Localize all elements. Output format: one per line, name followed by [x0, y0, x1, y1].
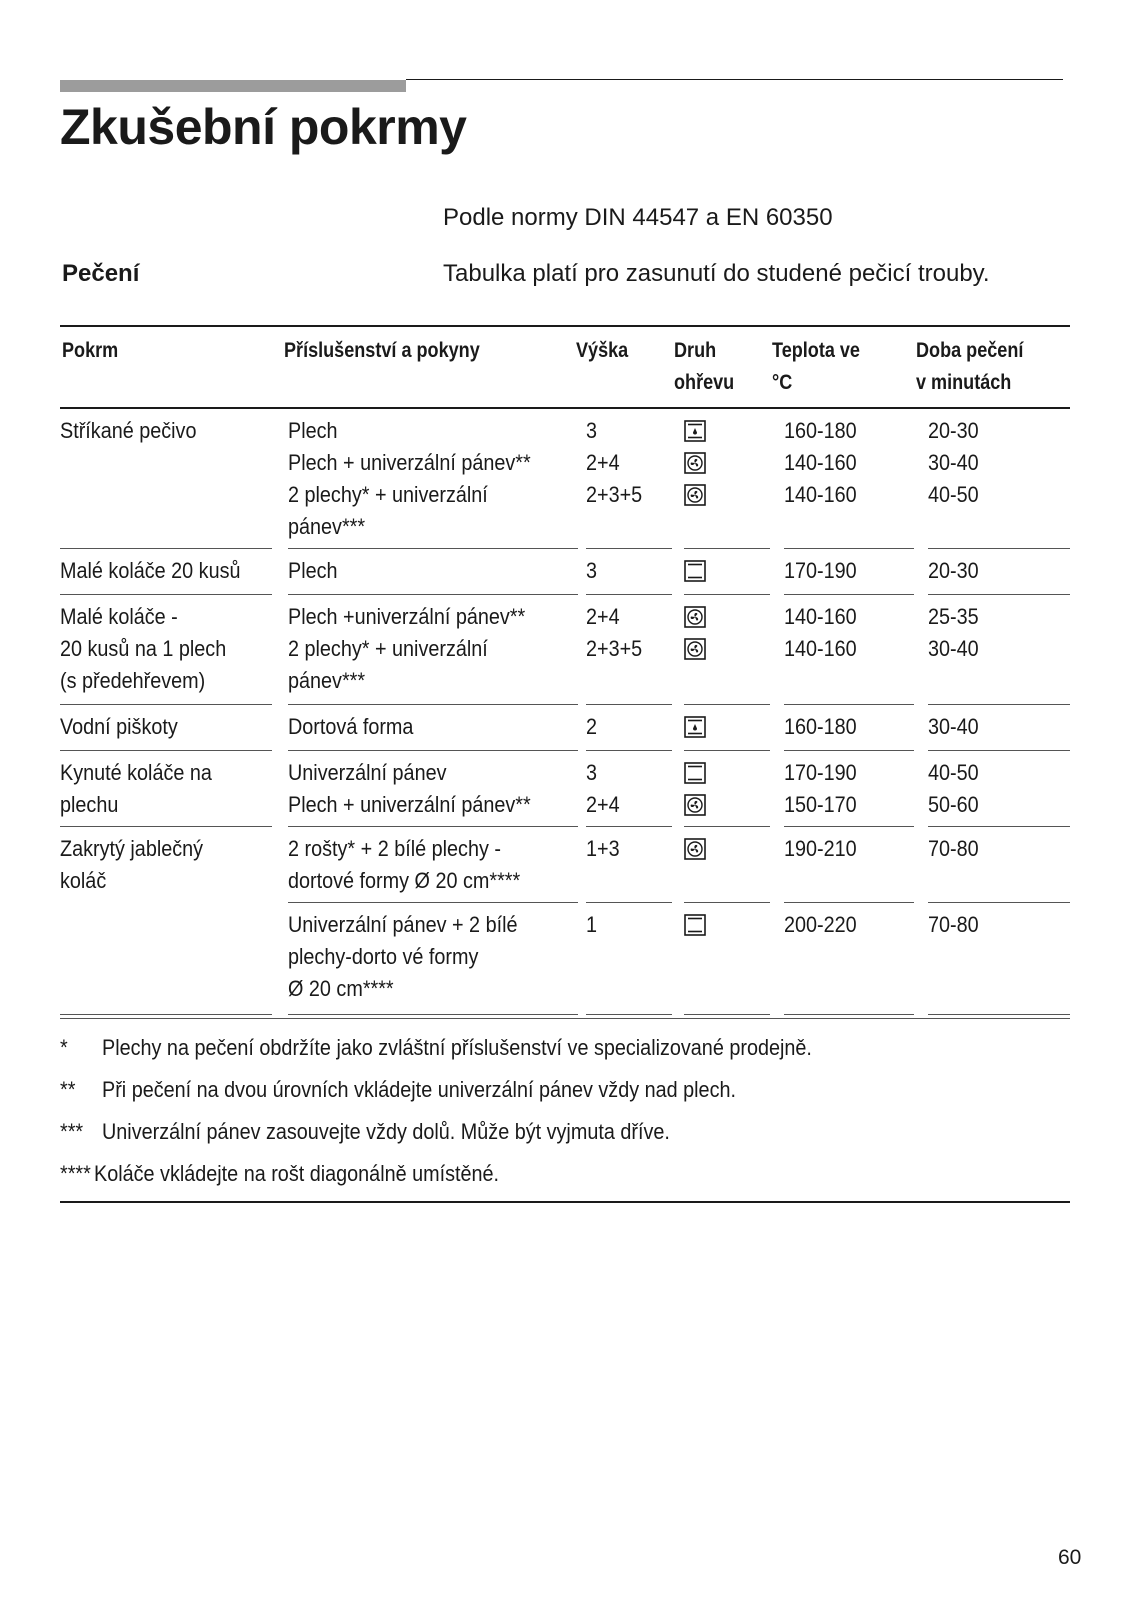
- accessory-text: Univerzální pánev + 2 bílé: [288, 912, 518, 937]
- heating-type-cell: [684, 751, 770, 827]
- baking-time-text: 20-30: [928, 418, 979, 443]
- heating-type-cell: [684, 705, 770, 751]
- footnote: [60, 1027, 1070, 1069]
- temperature-text: 170-190: [784, 558, 857, 583]
- temperature-text: 140-160: [784, 450, 857, 475]
- validity-note: Tabulka platí pro zasunutí do studené pečicí trouby.: [443, 260, 990, 287]
- heating-type-cell: [684, 549, 770, 595]
- baking-time-cell: [928, 595, 1070, 705]
- temperature-cell: [784, 549, 914, 595]
- footnote: [60, 1153, 1070, 1195]
- dish-name-text: Stříkané pečivo: [60, 418, 197, 443]
- temperature-text: 170-190: [784, 760, 857, 785]
- baking-time-text: 70-80: [928, 912, 979, 937]
- temperature-text: 160-180: [784, 418, 857, 443]
- section-heading: Pečení: [62, 260, 140, 287]
- accessory-text: Dortová forma: [288, 714, 414, 739]
- baking-time-text: 30-40: [928, 636, 979, 661]
- footnote-mark: ****: [60, 1161, 91, 1186]
- shelf-height-cell: [586, 827, 672, 903]
- norm-reference: Podle normy DIN 44547 a EN 60350: [443, 204, 833, 231]
- baking-time-cell: [928, 751, 1070, 827]
- shelf-height-cell: [586, 409, 672, 549]
- shelf-height-text: 1+3: [586, 836, 620, 861]
- accessory-text: Plech: [288, 558, 338, 583]
- accessory-text: pánev***: [288, 514, 366, 539]
- temperature-cell: [784, 705, 914, 751]
- temperature-text: 140-160: [784, 636, 857, 661]
- dish-name-text: plechu: [60, 792, 119, 817]
- header-rule: [406, 79, 1063, 80]
- header-doba: Doba pečení v minutách: [916, 339, 1024, 394]
- dish-name-cell: [60, 827, 272, 903]
- accessory-text: Ø 20 cm****: [288, 976, 394, 1001]
- dish-name-cell: [60, 903, 272, 1015]
- dish-name-text: koláč: [60, 868, 107, 893]
- shelf-height-cell: [586, 705, 672, 751]
- top-bottom-heat-icon: [684, 716, 706, 738]
- accessory-cell: [288, 409, 578, 549]
- shelf-height-text: 2+4: [586, 792, 620, 817]
- page-title: Zkušební pokrmy: [60, 99, 467, 155]
- shelf-height-text: 1: [586, 912, 598, 937]
- footnote-text: Plechy na pečení obdržíte jako zvláštní příslušenství ve specializované prodejně.: [102, 1035, 812, 1060]
- table-row: [60, 705, 1070, 751]
- shelf-height-cell: [586, 549, 672, 595]
- shelf-height-cell: [586, 903, 672, 1015]
- shelf-height-cell: [586, 751, 672, 827]
- header-vyska: Výška: [576, 339, 629, 362]
- hot-air-icon: [684, 606, 706, 628]
- shelf-height-text: 3: [586, 760, 598, 785]
- heating-type-cell: [684, 409, 770, 549]
- temperature-cell: [784, 751, 914, 827]
- table-row: [60, 409, 1070, 549]
- temperature-text: 140-160: [784, 604, 857, 629]
- baking-time-cell: [928, 409, 1070, 549]
- hot-air-icon: [684, 794, 706, 816]
- shelf-height-text: 3: [586, 418, 598, 443]
- footnote-text: Koláče vkládejte na rošt diagonálně umístěné.: [94, 1161, 500, 1186]
- baking-time-text: 30-40: [928, 450, 979, 475]
- baking-time-text: 25-35: [928, 604, 979, 629]
- conventional-heat-icon: [684, 762, 706, 784]
- temperature-text: 190-210: [784, 836, 857, 861]
- conventional-heat-icon: [684, 914, 706, 936]
- baking-time-text: 40-50: [928, 760, 979, 785]
- baking-time-cell: [928, 903, 1070, 1015]
- accessory-text: plechy-dorto vé formy: [288, 944, 479, 969]
- temperature-cell: [784, 903, 914, 1015]
- baking-time-text: 40-50: [928, 482, 979, 507]
- table-row: [60, 549, 1070, 595]
- table-header: [60, 325, 1070, 409]
- footnote-text: Univerzální pánev zasouvejte vždy dolů. Může být vyjmuta dříve.: [102, 1119, 670, 1144]
- baking-time-cell: [928, 705, 1070, 751]
- temperature-cell: [784, 595, 914, 705]
- temperature-cell: [784, 409, 914, 549]
- shelf-height-text: 2+3+5: [586, 482, 643, 507]
- footnotes: [60, 1018, 1070, 1203]
- accessory-text: Plech: [288, 418, 338, 443]
- dish-name-cell: [60, 549, 272, 595]
- dish-name-text: Kynuté koláče na: [60, 760, 212, 785]
- accessory-text: 2 plechy* + univerzální: [288, 636, 488, 661]
- dish-name-text: (s předehřevem): [60, 668, 206, 693]
- top-bottom-heat-icon: [684, 420, 706, 442]
- dish-name-cell: [60, 595, 272, 705]
- baking-time-text: 70-80: [928, 836, 979, 861]
- accessory-text: Plech + univerzální pánev**: [288, 792, 531, 817]
- accessory-text: pánev***: [288, 668, 366, 693]
- temperature-text: 200-220: [784, 912, 857, 937]
- shelf-height-text: 2+3+5: [586, 636, 643, 661]
- baking-time-cell: [928, 549, 1070, 595]
- footnote: [60, 1069, 1070, 1111]
- conventional-heat-icon: [684, 560, 706, 582]
- header-accent-bar: [60, 80, 406, 92]
- footnote-text: Při pečení na dvou úrovních vkládejte univerzální pánev vždy nad plech.: [102, 1077, 736, 1102]
- heating-type-cell: [684, 595, 770, 705]
- table-row: [60, 827, 1070, 903]
- table-row: [60, 751, 1070, 827]
- hot-air-icon: [684, 838, 706, 860]
- shelf-height-text: 2: [586, 714, 598, 739]
- shelf-height-cell: [586, 595, 672, 705]
- accessory-cell: [288, 903, 578, 1015]
- header-druh: Druh ohřevu: [674, 339, 735, 394]
- accessory-cell: [288, 549, 578, 595]
- accessory-cell: [288, 705, 578, 751]
- dish-name-cell: [60, 751, 272, 827]
- table-row: [60, 595, 1070, 705]
- shelf-height-text: 3: [586, 558, 598, 583]
- shelf-height-text: 2+4: [586, 450, 620, 475]
- baking-time-text: 20-30: [928, 558, 979, 583]
- test-dishes-table: [60, 325, 1070, 1015]
- heating-type-cell: [684, 903, 770, 1015]
- accessory-text: Univerzální pánev: [288, 760, 447, 785]
- footnote-mark: **: [60, 1077, 76, 1102]
- temperature-text: 140-160: [784, 482, 857, 507]
- dish-name-text: Malé koláče -: [60, 604, 178, 629]
- dish-name-text: Zakrytý jablečný: [60, 836, 204, 861]
- temperature-cell: [784, 827, 914, 903]
- header-pokrm: Pokrm: [62, 339, 119, 362]
- accessory-text: Plech + univerzální pánev**: [288, 450, 531, 475]
- accessory-cell: [288, 595, 578, 705]
- hot-air-icon: [684, 484, 706, 506]
- header-teplota: Teplota ve °C: [772, 339, 860, 394]
- table-row: [60, 903, 1070, 1015]
- hot-air-icon: [684, 638, 706, 660]
- baking-time-cell: [928, 827, 1070, 903]
- table-body: [60, 409, 1070, 1015]
- baking-time-text: 50-60: [928, 792, 979, 817]
- footnote: [60, 1111, 1070, 1153]
- footnote-mark: *: [60, 1035, 68, 1060]
- dish-name-text: 20 kusů na 1 plech: [60, 636, 227, 661]
- accessory-text: dortové formy Ø 20 cm****: [288, 868, 521, 893]
- dish-name-cell: [60, 705, 272, 751]
- accessory-cell: [288, 827, 578, 903]
- page-number: 60: [1058, 1546, 1082, 1569]
- temperature-text: 150-170: [784, 792, 857, 817]
- temperature-text: 160-180: [784, 714, 857, 739]
- accessory-text: Plech +univerzální pánev**: [288, 604, 526, 629]
- accessory-text: 2 rošty* + 2 bílé plechy -: [288, 836, 501, 861]
- dish-name-cell: [60, 409, 272, 549]
- dish-name-text: Malé koláče 20 kusů: [60, 558, 241, 583]
- baking-time-text: 30-40: [928, 714, 979, 739]
- dish-name-text: Vodní piškoty: [60, 714, 178, 739]
- heating-type-cell: [684, 827, 770, 903]
- accessory-cell: [288, 751, 578, 827]
- shelf-height-text: 2+4: [586, 604, 620, 629]
- accessory-text: 2 plechy* + univerzální: [288, 482, 488, 507]
- hot-air-icon: [684, 452, 706, 474]
- header-prislusenstvi: Příslušenství a pokyny: [284, 339, 480, 362]
- footnote-mark: ***: [60, 1119, 84, 1144]
